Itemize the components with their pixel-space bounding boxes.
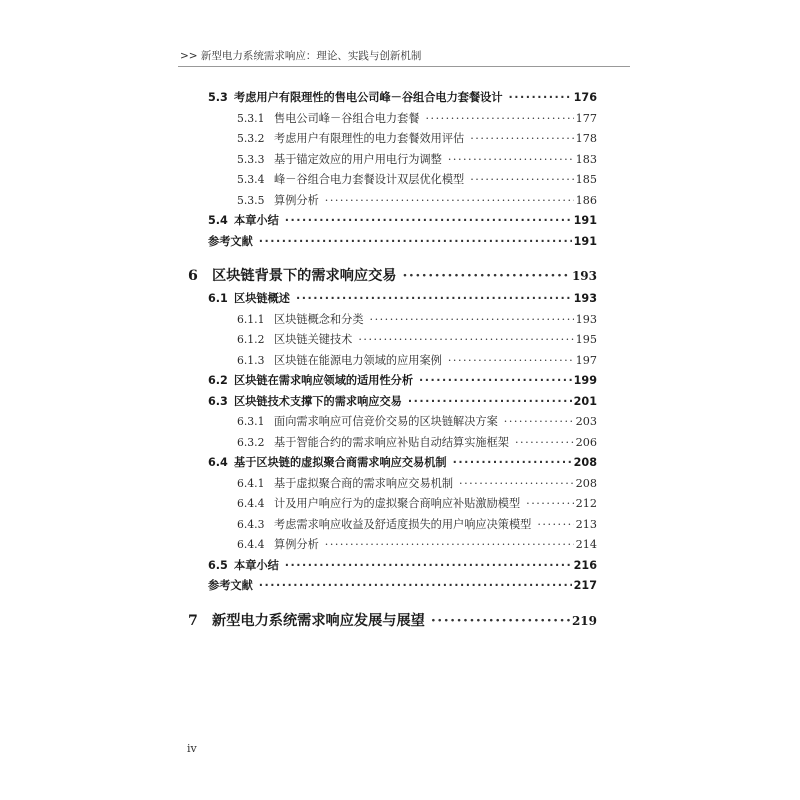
toc-entry-page: 191 bbox=[573, 214, 597, 227]
toc-entry-number: 5.3.5 bbox=[237, 193, 265, 207]
toc-entry-number: 5.3 bbox=[208, 91, 228, 104]
toc-entry-sub bbox=[188, 109, 597, 130]
toc-entry-title: 新型电力系统需求响应发展与展望 bbox=[212, 612, 425, 629]
toc-entry-ch bbox=[188, 609, 597, 634]
toc-leader-dots bbox=[419, 371, 572, 392]
toc-entry-sub bbox=[188, 170, 597, 191]
toc-entry-number: 6.4.4 bbox=[237, 538, 265, 551]
toc-leader-dots bbox=[370, 310, 574, 331]
page-folio: iv bbox=[187, 742, 197, 755]
toc-entry-page: 178 bbox=[575, 132, 597, 145]
toc-entry-number: 6.3.1 bbox=[237, 415, 265, 428]
toc-leader-dots bbox=[296, 289, 572, 310]
toc-leader-dots bbox=[259, 232, 572, 253]
toc-entry-page: 208 bbox=[575, 476, 597, 490]
toc-entry-sec bbox=[188, 289, 597, 310]
toc-leader-dots bbox=[537, 515, 573, 536]
toc-entry-sub bbox=[188, 330, 597, 351]
toc-entry-number: 6 bbox=[188, 268, 198, 284]
toc-leader-dots bbox=[453, 453, 572, 474]
toc-entry-sub bbox=[188, 310, 597, 331]
toc-entry-page: 186 bbox=[575, 193, 597, 207]
toc-entry-sub bbox=[188, 515, 597, 536]
toc-entry-title: 考虑用户有限理性的电力套餐效用评估 bbox=[274, 132, 465, 145]
toc-entry-title: 考虑需求响应收益及舒适度损失的用户响应决策模型 bbox=[274, 517, 532, 531]
toc-entry-page: 208 bbox=[573, 456, 597, 469]
toc-entry-number: 7 bbox=[188, 612, 198, 629]
toc-leader-dots bbox=[526, 494, 574, 515]
header-rule bbox=[178, 66, 630, 67]
toc-entry-sub bbox=[188, 129, 597, 150]
toc-entry-page: 217 bbox=[573, 579, 597, 592]
toc-entry-page: 195 bbox=[575, 333, 597, 346]
toc-entry-title: 区块链关键技术 bbox=[274, 333, 353, 346]
toc-entry-title: 参考文献 bbox=[208, 234, 253, 248]
toc-entry-sec bbox=[188, 211, 597, 232]
toc-entry-page: 193 bbox=[571, 269, 597, 283]
toc-entry-page: 212 bbox=[575, 497, 597, 510]
toc-entry-sub bbox=[188, 535, 597, 556]
toc-entry-title: 本章小结 bbox=[234, 214, 279, 227]
toc-entry-page: 183 bbox=[575, 152, 597, 166]
toc-entry-ref bbox=[188, 576, 597, 597]
toc-entry-number: 6.4.1 bbox=[237, 476, 265, 490]
toc-entry-page: 213 bbox=[575, 517, 597, 531]
toc-entry-title: 基于智能合约的需求响应补贴自动结算实施框架 bbox=[274, 435, 509, 449]
toc-entry-page: 191 bbox=[573, 234, 597, 248]
toc-entry-number: 5.3.1 bbox=[237, 111, 265, 125]
toc-leader-dots bbox=[504, 412, 574, 433]
toc-entry-title: 区块链在能源电力领域的应用案例 bbox=[274, 353, 442, 367]
toc-leader-dots bbox=[402, 264, 569, 289]
toc-leader-dots bbox=[448, 351, 574, 372]
toc-entry-number: 6.4.4 bbox=[237, 497, 265, 510]
toc-entry-sub bbox=[188, 412, 597, 433]
toc-entry-title: 面向需求响应可信竞价交易的区块链解决方案 bbox=[274, 415, 498, 428]
toc-entry-number: 5.3.3 bbox=[237, 152, 265, 166]
toc-entry-sub bbox=[188, 191, 597, 212]
toc-entry-number: 6.4 bbox=[208, 456, 228, 469]
toc-entry-title: 算例分析 bbox=[274, 538, 319, 551]
toc-entry-ch bbox=[188, 264, 597, 289]
toc-leader-dots bbox=[358, 330, 573, 351]
toc-leader-dots bbox=[259, 576, 572, 597]
table-of-contents bbox=[188, 88, 597, 634]
toc-entry-page: 177 bbox=[575, 111, 597, 125]
toc-entry-sec bbox=[188, 371, 597, 392]
toc-entry-title: 基于虚拟聚合商的需求响应交易机制 bbox=[274, 476, 454, 490]
toc-leader-dots bbox=[285, 556, 572, 577]
toc-entry-sub bbox=[188, 351, 597, 372]
toc-entry-number: 6.4.3 bbox=[237, 517, 265, 531]
toc-leader-dots bbox=[325, 191, 574, 212]
toc-entry-number: 5.3.2 bbox=[237, 132, 265, 145]
toc-entry-page: 216 bbox=[573, 558, 597, 572]
toc-entry-title: 考虑用户有限理性的售电公司峰－谷组合电力套餐设计 bbox=[234, 91, 503, 104]
toc-leader-dots bbox=[459, 474, 574, 495]
toc-entry-sub bbox=[188, 150, 597, 171]
toc-entry-page: 193 bbox=[575, 312, 597, 326]
toc-entry-sec bbox=[188, 453, 597, 474]
toc-entry-page: 206 bbox=[575, 435, 597, 449]
toc-entry-page: 214 bbox=[575, 538, 597, 551]
toc-entry-page: 197 bbox=[575, 353, 597, 367]
toc-leader-dots bbox=[448, 150, 574, 171]
toc-entry-number: 5.3.4 bbox=[237, 173, 265, 186]
toc-entry-sub bbox=[188, 494, 597, 515]
toc-entry-number: 6.2 bbox=[208, 374, 228, 387]
toc-entry-page: 219 bbox=[571, 613, 597, 628]
toc-entry-title: 售电公司峰－谷组合电力套餐 bbox=[274, 111, 420, 125]
toc-entry-title: 区块链在需求响应领域的适用性分析 bbox=[234, 374, 414, 387]
toc-leader-dots bbox=[515, 433, 574, 454]
toc-entry-number: 5.4 bbox=[208, 214, 228, 227]
toc-entry-page: 199 bbox=[573, 374, 597, 387]
toc-spacer bbox=[188, 252, 597, 264]
toc-entry-title: 基于锚定效应的用户用电行为调整 bbox=[274, 152, 442, 166]
toc-entry-title: 参考文献 bbox=[208, 579, 253, 592]
toc-entry-number: 6.3 bbox=[208, 394, 228, 408]
toc-entry-page: 193 bbox=[573, 292, 597, 305]
toc-entry-title: 区块链背景下的需求响应交易 bbox=[212, 268, 397, 284]
toc-entry-number: 6.5 bbox=[208, 558, 228, 572]
toc-entry-page: 176 bbox=[573, 91, 597, 104]
toc-leader-dots bbox=[325, 535, 574, 556]
toc-entry-page: 203 bbox=[575, 415, 597, 428]
toc-entry-sec bbox=[188, 88, 597, 109]
toc-entry-number: 6.1.1 bbox=[237, 312, 265, 326]
toc-leader-dots bbox=[408, 392, 572, 413]
running-header: >> 新型电力系统需求响应：理论、实践与创新机制 bbox=[180, 50, 422, 62]
toc-spacer bbox=[188, 597, 597, 609]
toc-entry-number: 6.3.2 bbox=[237, 435, 265, 449]
toc-entry-title: 基于区块链的虚拟聚合商需求响应交易机制 bbox=[234, 456, 447, 469]
toc-entry-number: 6.1.2 bbox=[237, 333, 265, 346]
toc-leader-dots bbox=[509, 88, 572, 109]
toc-entry-title: 算例分析 bbox=[274, 193, 319, 207]
toc-entry-page: 185 bbox=[575, 173, 597, 186]
toc-leader-dots bbox=[431, 609, 570, 634]
toc-entry-title: 区块链概述 bbox=[234, 292, 290, 305]
toc-leader-dots bbox=[470, 170, 573, 191]
toc-entry-number: 6.1 bbox=[208, 292, 228, 305]
toc-entry-sub bbox=[188, 433, 597, 454]
toc-entry-title: 本章小结 bbox=[234, 558, 279, 572]
toc-entry-title: 峰－谷组合电力套餐设计双层优化模型 bbox=[274, 173, 465, 186]
toc-entry-ref bbox=[188, 232, 597, 253]
toc-entry-number: 6.1.3 bbox=[237, 353, 265, 367]
toc-entry-title: 区块链概念和分类 bbox=[274, 312, 364, 326]
toc-entry-title: 计及用户响应行为的虚拟聚合商响应补贴激励模型 bbox=[274, 497, 521, 510]
toc-entry-sec bbox=[188, 556, 597, 577]
toc-entry-sec bbox=[188, 392, 597, 413]
toc-leader-dots bbox=[425, 109, 573, 130]
toc-leader-dots bbox=[285, 211, 572, 232]
toc-entry-title: 区块链技术支撑下的需求响应交易 bbox=[234, 394, 402, 408]
toc-entry-page: 201 bbox=[573, 394, 597, 408]
toc-entry-sub bbox=[188, 474, 597, 495]
toc-leader-dots bbox=[470, 129, 573, 150]
